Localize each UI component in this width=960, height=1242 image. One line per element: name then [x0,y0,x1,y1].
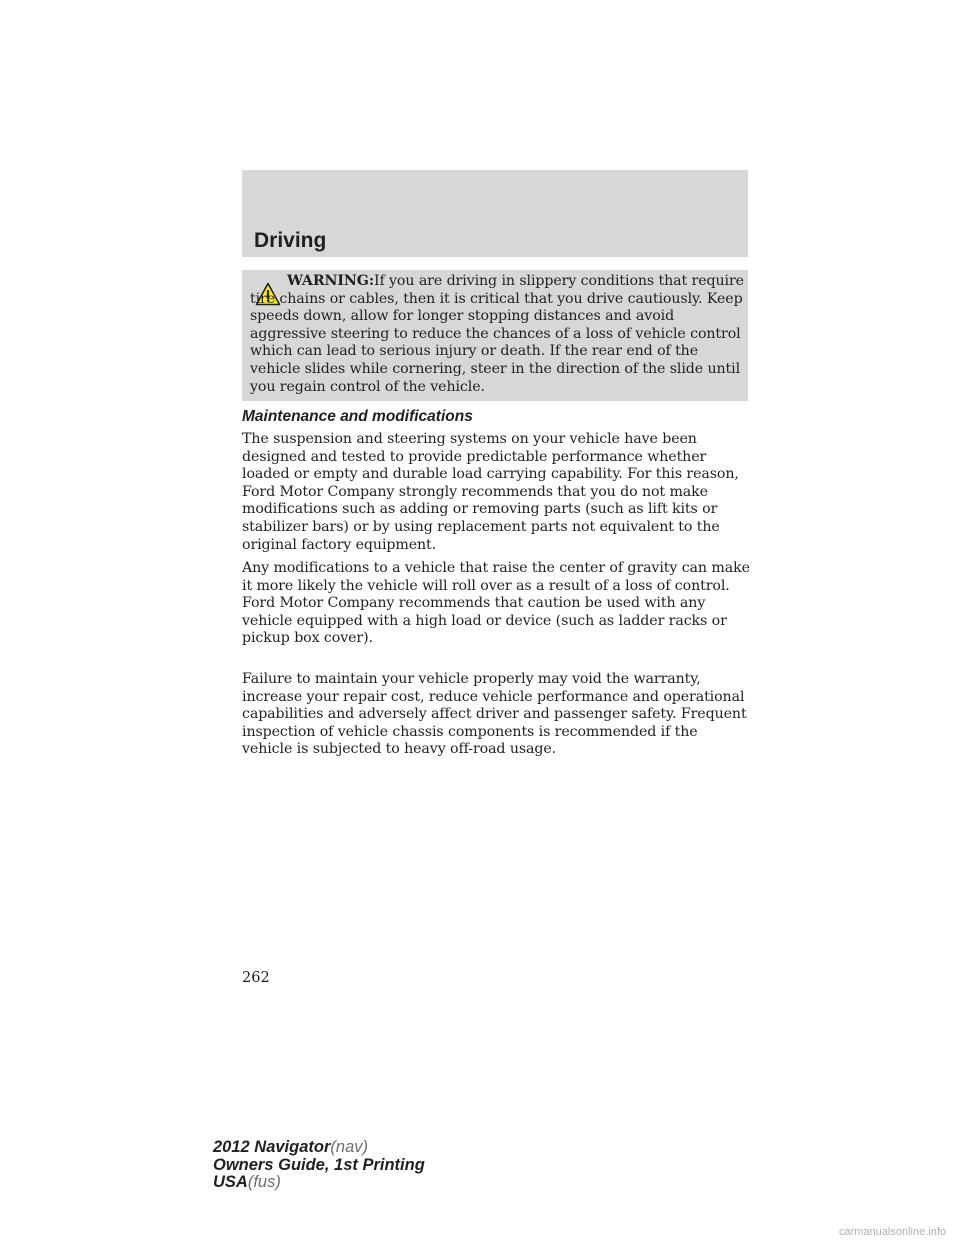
footer-model-code: (nav) [330,1138,368,1156]
footer-region: USA [213,1173,248,1191]
warning-box [242,270,748,401]
warning-text [250,273,744,396]
paragraph-modifications: Any modifications to a vehicle that raise the center of gravity can make it more likely the vehicle will roll over as a result of a loss of control. Ford Motor Company recommends that caution be used with any vehicle equipped with a high load or device (such as ladder racks or pickup box cover). [242,560,750,647]
warning-label: WARNING: [287,273,374,289]
subheading-maintenance: Maintenance and modifications [242,408,473,425]
footer-model: 2012 Navigator [213,1138,331,1156]
footer-imprint [213,1139,425,1192]
watermark: carmanualsonline.info [838,1226,946,1238]
footer-region-code: (fus) [247,1173,281,1191]
warning-body: If you are driving in slippery conditions that require tire chains or cables, then it is critical that you drive cautiously. Keep speeds down, allow for longer stopping distances and avoid aggressive steering to reduce the chances of a loss of vehicle control which can lead to serious injury or death. If the rear end of the vehicle slides while cornering, steer in the direction of the slide until you regain control of the vehicle. [250,273,744,395]
page-number: 262 [242,970,270,986]
footer-guide: Owners Guide, 1st Printing [213,1155,425,1174]
paragraph-suspension: The suspension and steering systems on your vehicle have been designed and tested to provide predictable performance whether loaded or empty and durable load carrying capability. For this reason, Ford Motor Company strongly recommends that you do not make modifications such as adding or removing parts (such as lift kits or stabilizer bars) or by using replacement parts not equivalent to the original factory equipment. [242,431,739,553]
paragraph-maintenance: Failure to maintain your vehicle properly may void the warranty, increase your repair cost, reduce vehicle performance and operational capabilities and adversely affect driver and passenger safety. Frequent inspection of vehicle chassis components is recommended if the vehicle is subjected to heavy off-road usage. [242,671,747,758]
section-title: Driving [254,229,327,252]
